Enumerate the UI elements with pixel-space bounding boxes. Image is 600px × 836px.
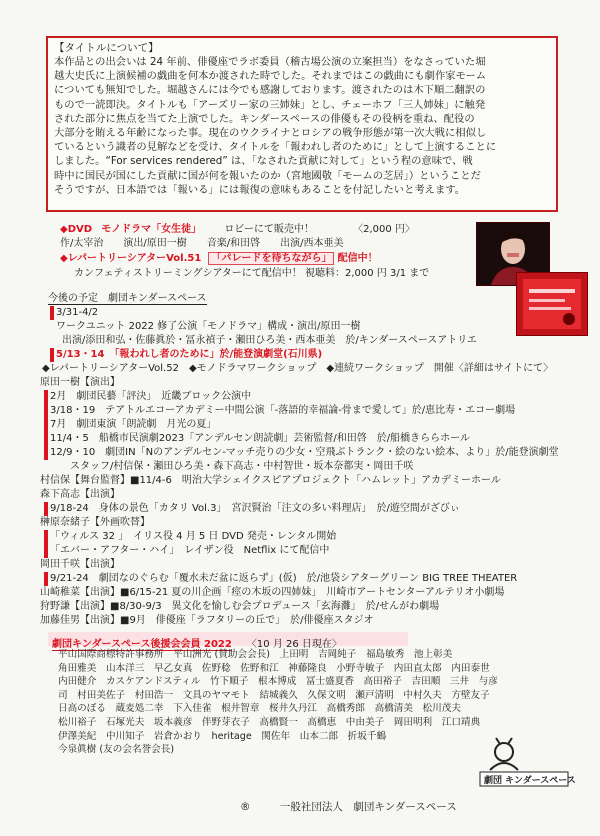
note-title: 【タイトルについて】: [54, 42, 159, 54]
note-line: ているという識者の見解などを受け、タイトルを「報われし者のために」として上演することに: [54, 141, 497, 154]
schedule-item: 3/31-4/2: [50, 306, 98, 320]
note-line: についても無知でした。堀越さんには今でも感謝しております。渡されたのは木下順二翻訳の: [54, 84, 486, 97]
schedule-item: 「ウィルス 32 」 イリス役 4 月 5 日 DVD 発売・レンタル開始: [44, 530, 336, 544]
repertory-label: ◆レパートリーシアターVol.51: [60, 253, 202, 264]
schedule-item: 原田一樹【演出】: [40, 377, 120, 388]
schedule-item: 榊原奈緒子【外画吹替】: [40, 517, 150, 528]
schedule-item: 7月 劇団東演「朗読劇 月光の夏」: [44, 418, 216, 432]
dvd-price: 〈2,000 円〉: [353, 224, 415, 235]
dvd-credits: 作/太宰治 演出/原田一樹 音楽/和田啓 出演/西本亜美: [60, 238, 344, 249]
schedule-item: ワークユニット 2022 修了公演「モノドラマ」構成・演出/原田一樹: [56, 321, 361, 332]
registered-mark: ®: [240, 801, 251, 813]
member-line: 松川裕子 石塚光夫 坂本義彦 伴野芽衣子 高橋賢一 高橋恵 中由美子 岡田明利 江口靖典: [58, 716, 481, 728]
note-body: [54, 55, 550, 197]
title-note-box: [46, 36, 558, 212]
schedule-item: 出演/添田和弘・佐藤眞於・冨永禎子・瀬田ひろ美・西本亜美 於/キンダースペースアトリエ: [62, 335, 478, 346]
schedule-item: 森下高志【出演】: [40, 489, 120, 500]
repertory-title: 「パレードを待ちながら」: [208, 252, 334, 265]
repertory-detail: カンフェティストリーミングシアターにて配信中！ 視聴料：2,000 円 3/1 まで: [74, 268, 430, 279]
schedule-item: 狩野謙【出演】■8/30-9/3 異文化を愉しむ会プロデュース「玄海灘」 於/せんがわ劇場: [40, 601, 440, 612]
note-line: された部分に焦点を当てた上演でした。キンダースペースの俳優もその役柄を重ね、配役の: [54, 112, 475, 125]
members-date: 〈10 月 26 日現在〉: [246, 639, 342, 650]
footer-org: 一般社団法人 劇団キンダースペース: [279, 801, 457, 813]
dvd-sale: ロビーにて販売中！: [224, 224, 314, 235]
note-line: しました。“For services rendered” は、「なされた貢献に対して」という程の意味で、戦: [54, 155, 473, 168]
schedule-item: ◆レパートリーシアターVol.52 ◆モノドラマワークショップ ◆連続ワークショップ 開催〈詳細はサイトにて〉: [42, 363, 554, 374]
schedule-item: 「エバー・アフター・ハイ」 レイザン役 Netflix にて配信中: [44, 544, 329, 558]
note-line: もので一読即決。タイトルも「アーズリー家の三姉妹」とし、チェーホフ「三人姉妹」に触発: [54, 98, 486, 111]
schedule-item: 9/21-24 劇団なのぐらむ「覆水未だ盆に返らず」(仮) 於/池袋シアターグリーン BIG TREE THEATER: [44, 572, 517, 586]
member-line: 日高のぼる 蔵麦処二幸 下入佳雀 根井智章 桜井久丹江 高橋秀郎 高橋清美 松川茂夫: [58, 703, 461, 715]
schedule-item: 村信保【舞台監督】■11/4-6 明治大学シェイクスピアプロジェクト「ハムレット」アカデミーホール: [40, 475, 501, 486]
schedule-item: スタッフ/村信保・瀬田ひろ美・森下高志・中村智世・坂本奈都実・岡田千咲: [70, 461, 414, 472]
troupe-logo: [470, 730, 576, 794]
dvd-section: [60, 223, 480, 283]
note-line: 時中に国民が国にした貢献に国が何を報いたのか（宮地國敬「モームの芝居」）ということだ: [54, 169, 481, 182]
schedule-item: 加藤佳男【出演】■9月 俳優座「ラフタリーの丘で」 於/俳優座スタジオ: [40, 615, 374, 626]
schedule-item: 11/4・5 船橋市民演劇2023「アンデルセン朗読劇」芸術監督/和田啓 於/船橋きららホール: [44, 432, 470, 446]
schedule-item: 岡田千咲【出演】: [40, 559, 120, 570]
members-heading-bar: [48, 632, 408, 650]
schedule-item: 12/9・10 劇団IN「Nのアンデルセン-マッチ売りの少女・空飛ぶトランク・絵のない絵本、より」於/能登演劇堂: [44, 446, 559, 460]
member-line: 司 村田美佐子 村田浩一 文具のヤマモト 結城義久 久保文明 瀬戸清明 中村久夫 方壁友子: [58, 689, 490, 701]
members-heading: 劇団キンダースペース後援会会員 2022: [52, 639, 232, 650]
schedule-item: 山崎稚菜【出演】■6/15-21 夏の川企画「痙の木坂の四姉妹」 川崎市アートセンターアルテリオ小劇場: [40, 587, 505, 598]
member-line: 内田健介 カスケアンドスティル 竹下順子 根本博成 冨士盛夏香 高田裕子 吉田順 三井 与彦: [58, 676, 498, 688]
dvd-title: モノドラマ「女生徒」: [101, 224, 202, 235]
note-line: 越大史氏に上演候補の戯曲を何本か渡された時でした。それまではこの戯曲にも劇作家モーム: [54, 70, 487, 83]
schedule-heading: 今後の予定 劇団キンダースペース: [48, 293, 207, 304]
schedule-item: 5/13・14 「報われし者のために」於/能登演劇堂(石川県): [50, 348, 322, 362]
member-line: 今泉眞樹 (友の会名誉会長): [58, 744, 175, 756]
schedule-item: 9/18-24 身体の景色「カタリ Vol.3」 宮沢賢治「注文の多い料理店」 於/遊空間がざびぃ: [44, 502, 460, 516]
footer: [240, 800, 457, 814]
note-line: 本作品との出会いは 24 年前、俳優座でラボ委員（稽古場公演の立案担当）をなさっていた堀: [54, 56, 486, 68]
logo-text: 劇団 キンダースペース: [484, 776, 576, 786]
schedule-item: 2月 劇団民藝「評決」 近畿ブロック公演中: [44, 390, 251, 404]
member-line: 角田雅美 山本洋三 早乙女真 佐野稔 佐野和江 神藤隆良 小野寺敏子 内田直太郎 内田泰世: [58, 662, 490, 674]
dvd-label: ◆DVD: [60, 224, 93, 235]
member-line: 平山国際商標特許事務所 平山洲光 (賛助会会長) 上田明 吉岡純子 福島敏秀 池上彰美: [58, 649, 453, 660]
note-line: 大部分を賄える年齢になった事。現在のウクライナとロシアの戦争形態が第一次大戦に相似し: [54, 127, 487, 140]
schedule-item: 3/18・19 テアトルエコーアカデミー中間公演「-落語的幸福論-骨まで愛して」於/恵比寿・エコー劇場: [44, 404, 515, 418]
note-line: そうですが、日本語では「報いる」には報復の意味もあることを付記したいと考えます。: [54, 183, 466, 196]
repertory-status: 配信中！: [337, 253, 378, 264]
member-line: 伊澤美紀 中川知子 岩倉かおり heritage 関佐年 山本二郎 折坂千鶴: [58, 730, 387, 742]
schedule-section: [40, 292, 560, 630]
